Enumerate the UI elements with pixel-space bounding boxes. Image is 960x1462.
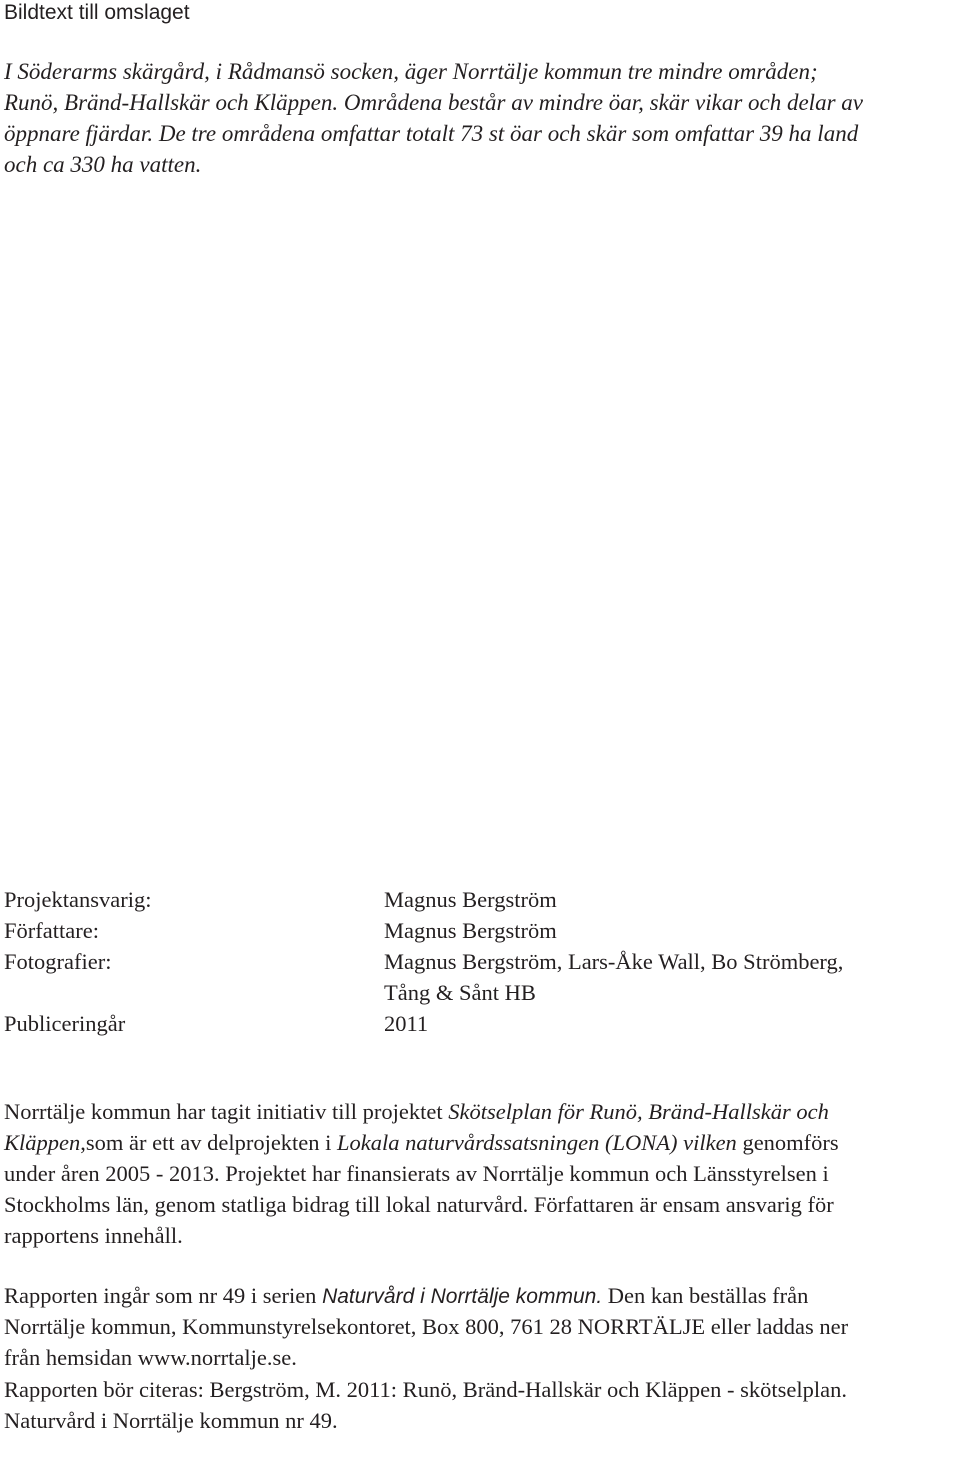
credit-row-project	[4, 884, 954, 915]
photo-value: Magnus Bergström, Lars-Åke Wall, Bo Strömberg,	[384, 949, 844, 974]
paragraph-line: Rapporten bör citeras: Bergström, M. 2011: Runö, Bränd-Hallskär och Kläppen - skötselplan.	[4, 1377, 847, 1402]
paragraph-line	[4, 1280, 960, 1311]
paragraph-line: Stockholms län, genom statliga bidrag till lokal naturvård. Författaren är ensam ansvarig för	[4, 1192, 834, 1217]
text-run: Norrtälje kommun har tagit initiativ till projektet	[4, 1099, 449, 1124]
series-paragraph	[4, 1280, 960, 1373]
paragraph-line: Naturvård i Norrtälje kommun nr 49.	[4, 1408, 338, 1433]
caption-line: I Söderarms skärgård, i Rådmansö socken, äger Norrtälje kommun tre mindre områden;	[4, 59, 818, 84]
text-run: Den kan beställas från	[602, 1283, 809, 1308]
photo-label: Fotografier:	[4, 949, 112, 974]
series-name: Naturvård i Norrtälje kommun.	[322, 1285, 603, 1308]
author-label: Författare:	[4, 918, 99, 943]
project-title: Skötselplan för Runö, Bränd-Hallskär och	[448, 1099, 829, 1124]
caption-line: öppnare fjärdar. De tre områdena omfattar totalt 73 st öar och skär som omfattar 39 ha land	[4, 121, 859, 146]
text-run: ,som är ett av delprojekten i	[80, 1130, 338, 1155]
text-run: genomförs	[736, 1130, 839, 1155]
paragraph-line: Norrtälje kommun, Kommunstyrelsekontoret, Box 800, 761 28 NORRTÄLJE eller laddas ner	[4, 1314, 849, 1339]
credit-row-author	[4, 915, 954, 946]
year-value: 2011	[384, 1011, 429, 1036]
credits-block	[4, 884, 954, 1039]
paragraph-line: rapportens innehåll.	[4, 1223, 183, 1248]
year-label: Publiceringår	[4, 1011, 126, 1036]
credit-row-photo-cont	[4, 977, 954, 1008]
caption-line: Runö, Bränd-Hallskär och Kläppen. Områdena består av mindre öar, skär vikar och delar av	[4, 90, 863, 115]
project-label: Projektansvarig:	[4, 887, 152, 912]
citation-paragraph	[4, 1374, 960, 1436]
lona-name: Lokala naturvårdssatsningen (LONA) vilken	[337, 1130, 737, 1155]
text-run: Rapporten ingår som nr 49 i serien	[4, 1283, 323, 1308]
project-value: Magnus Bergström	[384, 887, 557, 912]
paragraph-line	[4, 1127, 960, 1158]
project-paragraph	[4, 1096, 960, 1251]
page-heading: Bildtext till omslaget	[4, 1, 190, 24]
paragraph-line	[4, 1096, 960, 1127]
paragraph-line: under åren 2005 - 2013. Projektet har finansierats av Norrtälje kommun och Länsstyrelsen i	[4, 1161, 829, 1186]
cover-caption	[4, 56, 954, 180]
credit-row-year	[4, 1008, 954, 1039]
author-value: Magnus Bergström	[384, 918, 557, 943]
caption-line: och ca 330 ha vatten.	[4, 152, 202, 177]
project-title-cont: Kläppen	[4, 1130, 81, 1155]
paragraph-line: från hemsidan www.norrtalje.se.	[4, 1345, 297, 1370]
credit-row-photo	[4, 946, 954, 977]
photo-value-cont: Tång & Sånt HB	[384, 980, 536, 1005]
